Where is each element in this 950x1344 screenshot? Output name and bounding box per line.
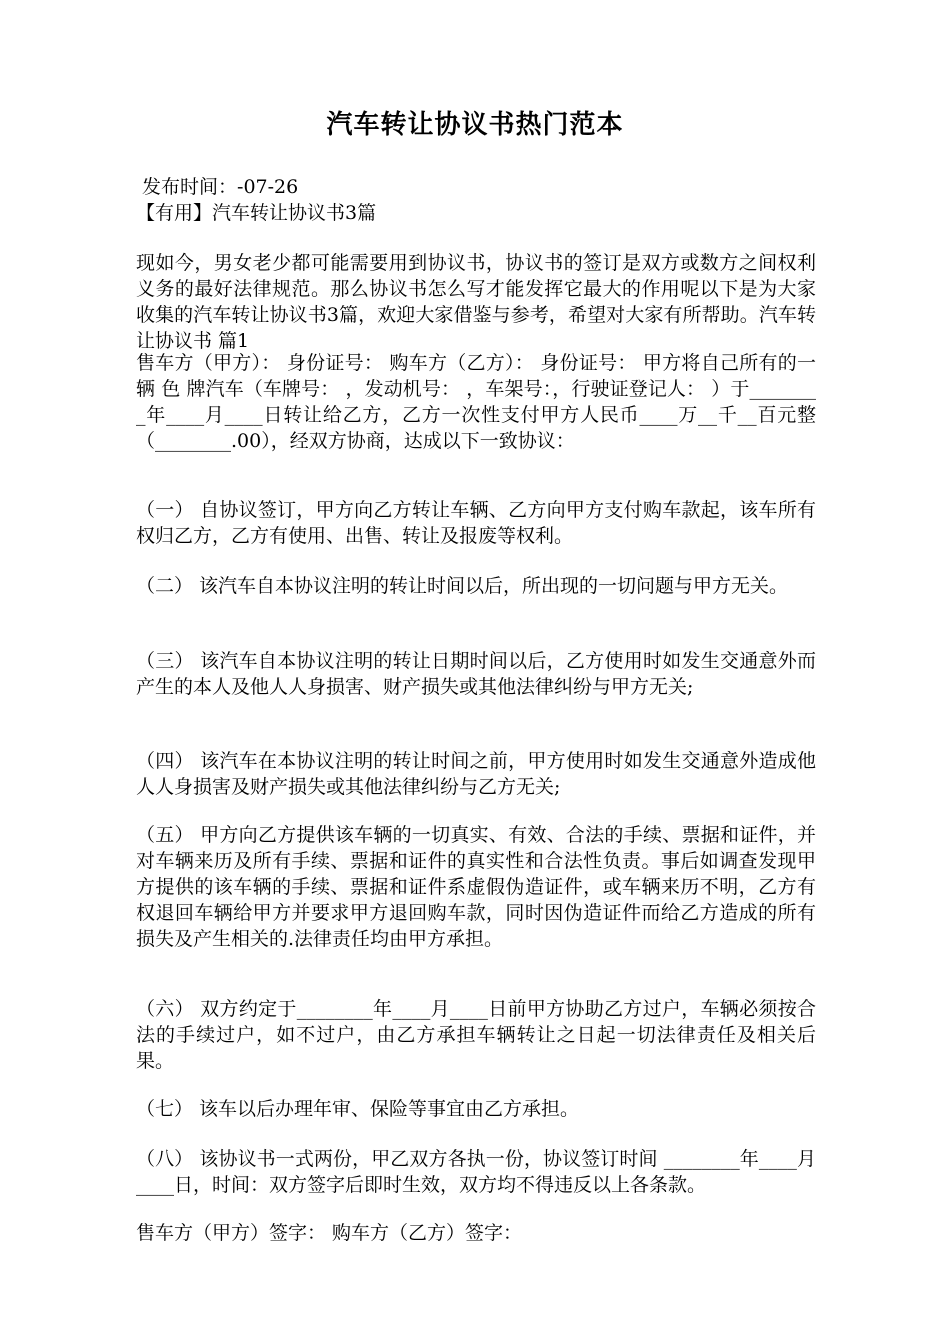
- document-subtitle: 【有用】汽车转让协议书3篇: [136, 202, 377, 224]
- document-title: 汽车转让协议书热门范本: [326, 110, 624, 140]
- clause-3: （三） 该汽车自本协议注明的转让日期时间以后，乙方使用时如发生交通意外而产生的本人及他人人身损害、财产损失或其他法律纠纷与甲方无关;: [136, 650, 816, 698]
- clause-2: （二） 该汽车自本协议注明的转让时间以后，所出现的一切问题与甲方无关。: [136, 575, 789, 597]
- clause-8: （八） 该协议书一式两份，甲乙双方各执一份，协议签订时间 ________年____月____日，时间：双方签字后即时生效，双方均不得违反以上各条款。: [136, 1148, 816, 1196]
- clause-7: （七） 该车以后办理年审、保险等事宜由乙方承担。: [136, 1098, 580, 1120]
- publish-date: 发布时间：-07-26: [136, 176, 299, 198]
- clause-5: （五） 甲方向乙方提供该车辆的一切真实、有效、合法的手续、票据和证件，并对车辆来历及所有手续、票据和证件的真实性和合法性负责。事后如调查发现甲方提供的该车辆的手续、票据和证件系虚假伪造证件，或车辆来历不明，乙方有权退回车辆给甲方并要求甲方退回购车款，同时因伪造证件而给乙方造成的所有损失及产生相关的.法律责任均由甲方承担。: [136, 824, 816, 950]
- signature-line: 售车方（甲方）签字： 购车方（乙方）签字：: [136, 1222, 523, 1244]
- clause-1: （一） 自协议签订，甲方向乙方转让车辆、乙方向甲方支付购车款起，该车所有权归乙方，乙方有使用、出售、转让及报废等权利。: [136, 499, 816, 547]
- clause-6: （六） 双方约定于________年____月____日前甲方协助乙方过户，车辆必须按合法的手续过户，如不过户，由乙方承担车辆转让之日起一切法律责任及相关后果。: [136, 998, 816, 1072]
- intro-paragraph: 现如今，男女老少都可能需要用到协议书，协议书的签订是双方或数方之间权利义务的最好法律规范。那么协议书怎么写才能发挥它最大的作用呢以下是为大家收集的汽车转让协议书3篇，欢迎大家借鉴与参考，希望对大家有所帮助。汽车转让协议书 篇1: [136, 252, 816, 352]
- clause-4: （四） 该汽车在本协议注明的转让时间之前，甲方使用时如发生交通意外造成他人人身损害及财产损失或其他法律纠纷与乙方无关;: [136, 750, 816, 798]
- parties-paragraph: 售车方（甲方）： 身份证号： 购车方（乙方）： 身份证号： 甲方将自己所有的一辆 色 牌汽车（车牌号： ，发动机号： ，车架号：，行驶证登记人： ）于________年____月____日转让给乙方，乙方一次性支付甲方人民币____万__千__百元整（________.00），经双方协商，达成以下一致协议：: [136, 352, 816, 452]
